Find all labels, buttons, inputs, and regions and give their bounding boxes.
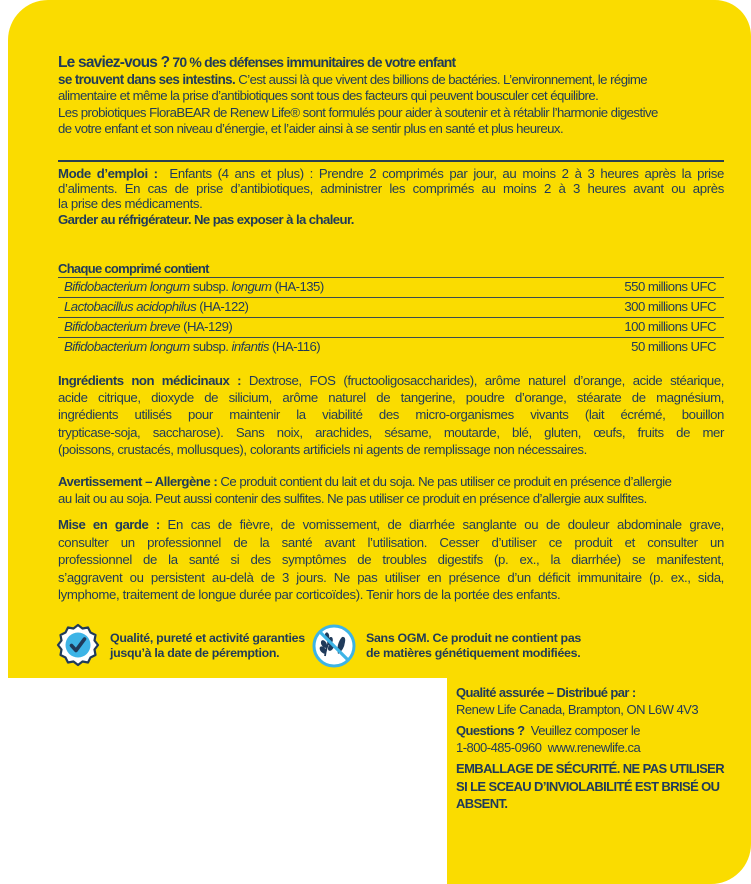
caution-text: En cas de fièvre, de vomissement, de diarrhée sanglante ou de douleur abdominale grave, bbox=[167, 517, 724, 532]
directions-section bbox=[58, 166, 724, 227]
directions-line-3: la prise des médicaments. bbox=[58, 196, 203, 212]
quality-badge bbox=[54, 622, 305, 670]
contact-line bbox=[456, 739, 736, 756]
non-gmo-icon bbox=[310, 622, 358, 670]
intro-lead-bold: se trouvent dans ses intestins. bbox=[58, 71, 236, 87]
allergy-label: Avertissement – Allergène : bbox=[58, 474, 218, 489]
allergy-line-2: au lait ou au soja. Peut aussi contenir des sulfites. Ne pas utiliser ce produit en présence d’allergie aux sulfites. bbox=[58, 491, 647, 506]
composition-table bbox=[58, 260, 724, 357]
subspecies: infantis bbox=[231, 339, 269, 354]
directions-line-1 bbox=[58, 166, 724, 181]
storage-warning: Garder au réfrigérateur. Ne pas exposer à la chaleur. bbox=[58, 211, 354, 227]
species: Lactobacillus acidophilus bbox=[64, 299, 197, 314]
phone-number: 1-800-485-0960 bbox=[456, 740, 542, 755]
safety-line-1: EMBALLAGE DE SÉCURITÉ. NE PAS UTILISER bbox=[456, 761, 725, 776]
quality-badge-line-1: Qualité, pureté et activité garanties bbox=[110, 631, 305, 645]
quality-badge-line-2: jusqu’à la date de péremption. bbox=[110, 646, 280, 660]
strain-code: (HA-122) bbox=[196, 299, 249, 314]
table-row bbox=[58, 317, 724, 337]
ingredients-section bbox=[58, 372, 724, 458]
distributor-label: Qualité assurée – Distribué par : bbox=[456, 685, 636, 700]
intro-lead-label: Le saviez-vous ? bbox=[58, 54, 170, 71]
species: Bifidobacterium longum bbox=[64, 339, 190, 354]
allergy-warning-section bbox=[58, 473, 724, 507]
directions-line-2: d’aliments. En cas de prise d’antibiotiques, administrer les comprimés au moins 2 à 3 heures avant ou après bbox=[58, 181, 724, 197]
quality-badge-text bbox=[110, 631, 305, 661]
strain-amount: 100 millions UFC bbox=[624, 319, 716, 334]
species: Bifidobacterium longum bbox=[64, 279, 190, 294]
distributor-section bbox=[456, 684, 736, 813]
directions-label: Mode d’emploi : bbox=[58, 166, 158, 181]
intro-line-2 bbox=[58, 72, 724, 89]
strain-amount: 50 millions UFC bbox=[631, 339, 716, 354]
strain-name bbox=[64, 338, 320, 357]
caution-label: Mise en garde : bbox=[58, 517, 160, 532]
strain-amount: 550 millions UFC bbox=[624, 279, 716, 294]
intro-lead-text: 70 % des défenses immunitaires de votre enfant bbox=[172, 54, 456, 70]
table-row bbox=[58, 297, 724, 317]
ingredients-line-2: acide citrique, dioxyde de silicium, arôme naturel de tangerine, poudre d’orange, stéarate de magnésium, bbox=[58, 390, 724, 406]
intro-text: C’est aussi là que vivent des billions de bactéries. L’environnement, le régime bbox=[238, 71, 648, 87]
caution-section bbox=[58, 516, 724, 604]
caution-line-4: s’aggravent ou persistent au-delà de 3 jours. Ne pas utiliser en présence d’un déficit immunitaire (p. ex., sida, bbox=[58, 569, 724, 585]
strain-code: (HA-135) bbox=[271, 279, 324, 294]
strain-name bbox=[64, 298, 248, 317]
ingredients-line-3: ingrédients utilisés pour maintenir la viabilité des micro-organismes vivants (lait écrémé, bouillon bbox=[58, 407, 724, 423]
strain-name bbox=[64, 278, 324, 297]
allergy-line-1 bbox=[58, 473, 724, 490]
non-gmo-badge bbox=[310, 622, 581, 670]
safety-seal-warning bbox=[456, 760, 736, 813]
directions-text: Enfants (4 ans et plus) : Prendre 2 comprimés par jour, au moins 2 à 3 heures après la prise bbox=[169, 166, 724, 181]
intro-section bbox=[58, 54, 724, 138]
distributor-address: Renew Life Canada, Brampton, ON L6W 4V3 bbox=[456, 702, 699, 717]
strain-code: (HA-116) bbox=[268, 339, 321, 354]
strain-amount: 300 millions UFC bbox=[624, 299, 716, 314]
ingredients-text: Dextrose, FOS (fructooligosaccharides), arôme naturel d’orange, acide stéarique, bbox=[248, 373, 725, 388]
caution-line-3: professionnel de la santé si des symptômes de troubles digestifs (p. ex., la diarrhée) se manifestent, bbox=[58, 552, 724, 568]
strain-code: (HA-129) bbox=[180, 319, 233, 334]
ingredients-line-4: trypticase-soja, saccharose). Sans noix, arachides, sésame, moutarde, blé, gluten, œufs, fruits de mer bbox=[58, 424, 724, 440]
safety-line-2: SI LE SCEAU D’INVIOLABILITÉ EST BRISÉ OU bbox=[456, 778, 720, 794]
caution-line-5: lymphome, traitement de longue durée par corticoïdes). Tenir hors de la portée des enfants. bbox=[58, 587, 561, 603]
questions-text: Veuillez composer le bbox=[530, 723, 640, 738]
badges-row bbox=[58, 622, 618, 672]
subsp: subsp. bbox=[189, 339, 232, 354]
strain-name bbox=[64, 318, 232, 337]
non-gmo-badge-line-1: Sans OGM. Ce produit ne contient pas bbox=[366, 631, 582, 645]
intro-line-3: alimentaire et même la prise d’antibiotiques sont tous des facteurs qui peuvent bousculer cet équilibre. bbox=[58, 88, 599, 104]
subsp: subsp. bbox=[189, 279, 232, 294]
intro-line-5: de votre enfant et son niveau d’énergie, et l’aider ainsi à se sentir plus en santé et plus heureux. bbox=[58, 121, 564, 137]
section-divider bbox=[58, 160, 724, 162]
non-gmo-badge-line-2: de matières génétiquement modifiées. bbox=[366, 646, 581, 660]
caution-line-2: consulter un professionnel de la santé avant l’utilisation. Cesser d’utiliser ce produit et consulter un bbox=[58, 534, 724, 550]
website-link[interactable]: www.renewlife.ca bbox=[547, 740, 641, 755]
table-row bbox=[58, 277, 724, 297]
species: Bifidobacterium breve bbox=[64, 319, 180, 334]
table-row bbox=[58, 337, 724, 357]
subspecies: longum bbox=[231, 279, 272, 294]
quality-seal-check-icon bbox=[54, 622, 102, 670]
composition-heading: Chaque comprimé contient bbox=[58, 261, 209, 276]
allergy-text: Ce produit contient du lait et du soja. Ne pas utiliser ce produit en présence d’allergie bbox=[220, 474, 672, 489]
ingredients-line-5: (poissons, crustacés, mollusques), colorants artificiels ni agents de remplissage non nécessaires. bbox=[58, 441, 587, 457]
questions-line bbox=[456, 722, 736, 739]
non-gmo-badge-text bbox=[366, 631, 581, 661]
ingredients-line-1 bbox=[58, 372, 724, 389]
questions-block bbox=[456, 722, 736, 756]
ingredients-label: Ingrédients non médicinaux : bbox=[58, 373, 241, 388]
questions-label: Questions ? bbox=[456, 723, 525, 738]
caution-line-1 bbox=[58, 516, 724, 534]
intro-line-1 bbox=[58, 54, 724, 72]
intro-line-4: Les probiotiques FloraBEAR de Renew Life® sont formulés pour aider à soutenir et à rétablir l’harmonie digestive bbox=[58, 104, 658, 120]
distributor-block bbox=[456, 684, 736, 718]
safety-line-3: ABSENT. bbox=[456, 796, 508, 811]
